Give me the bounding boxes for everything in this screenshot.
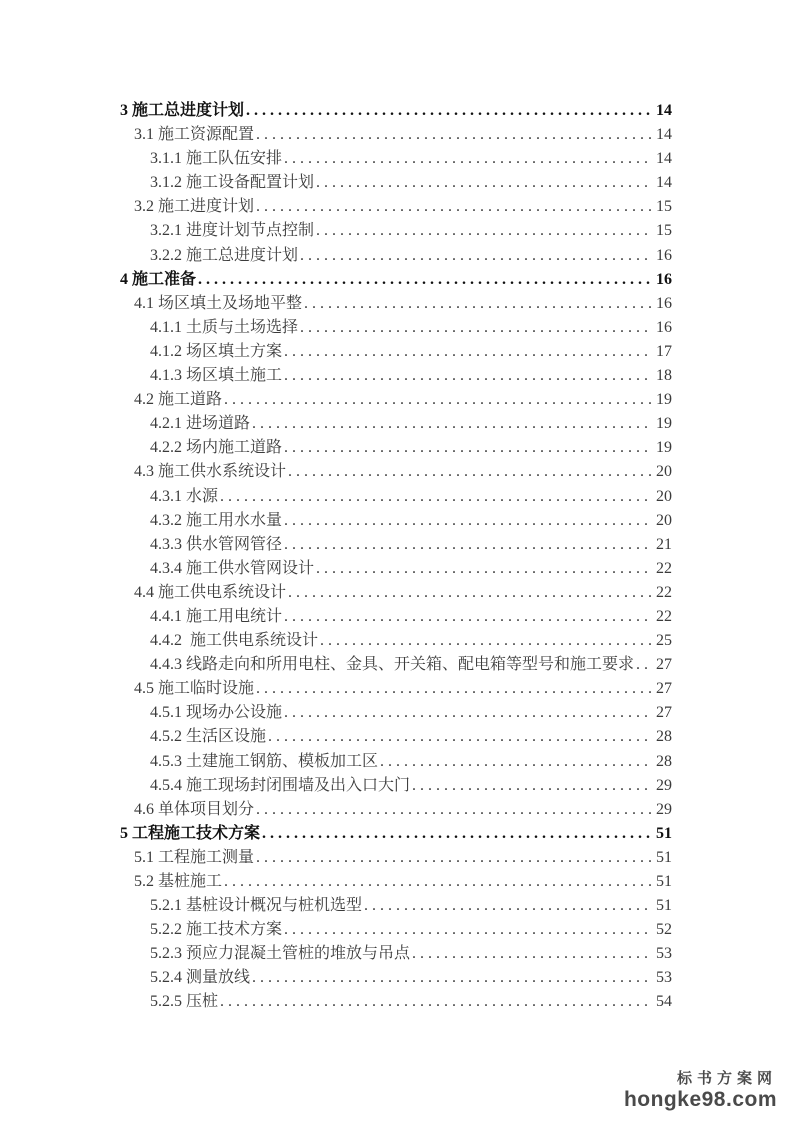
toc-entry [120, 412, 672, 436]
dot-leader-decoration [314, 171, 651, 195]
toc-entry [120, 533, 672, 557]
dot-leader-decoration [266, 725, 651, 749]
toc-entry-page-number: 15 [656, 198, 672, 216]
toc-entry [120, 171, 672, 195]
toc-entry-label: 4.5.3 土建施工钢筋、模板加工区 [150, 752, 379, 770]
toc-entry-page-number: 14 [656, 174, 672, 192]
toc-entry-page-number: 28 [656, 728, 672, 746]
toc-entry-page-number: 25 [656, 632, 672, 650]
toc-entry-label: 4.1 场区填土及场地平整 [134, 294, 303, 312]
toc-entry [120, 436, 672, 460]
toc-entry-page-number: 17 [656, 342, 672, 360]
toc-entry-label: 3.2.2 施工总进度计划 [150, 246, 299, 264]
dot-leader-decoration [282, 436, 651, 460]
toc-entry-label: 4.3 施工供水系统设计 [134, 463, 287, 481]
dot-leader-decoration [254, 195, 651, 219]
dot-leader-decoration [282, 605, 651, 629]
toc-entry-page-number: 29 [656, 800, 672, 818]
toc-entry-page-number: 19 [656, 439, 672, 457]
toc-entry-label: 5.2.5 压桩 [150, 993, 219, 1011]
toc-entry [120, 894, 672, 918]
toc-entry [120, 653, 672, 677]
toc-entry-label: 4.4.1 施工用电统计 [150, 607, 283, 625]
dot-leader-decoration [302, 292, 651, 316]
toc-entry-label: 4.4 施工供电系统设计 [134, 583, 287, 601]
toc-entry-page-number: 16 [656, 270, 672, 288]
dot-leader-decoration [378, 750, 651, 774]
toc-entry-page-number: 19 [656, 391, 672, 409]
dot-leader-decoration [410, 942, 651, 966]
dot-leader-decoration [282, 533, 651, 557]
toc-entry-label: 3.2 施工进度计划 [134, 198, 255, 216]
toc-entry-page-number: 51 [656, 873, 672, 890]
dot-leader-decoration [254, 677, 651, 701]
watermark-site-name: 标书方案网 [676, 1070, 777, 1087]
toc-entry-label: 5.2.2 施工技术方案 [150, 921, 283, 939]
toc-entry-label: 5.2.4 测量放线 [150, 969, 251, 987]
toc-entry-label: 4.3.2 施工用水水量 [150, 511, 283, 529]
toc-entry [120, 460, 672, 484]
toc-entry-label: 4 施工准备 [120, 270, 197, 288]
toc-entry [120, 677, 672, 701]
toc-entry-page-number: 18 [656, 367, 672, 385]
toc-entry [120, 918, 672, 942]
toc-entry-page-number: 14 [656, 102, 672, 119]
dot-leader-decoration [244, 99, 651, 123]
toc-entry-label: 4.5.2 生活区设施 [150, 728, 267, 746]
toc-entry-label: 5 工程施工技术方案 [120, 824, 261, 842]
toc-entry [120, 725, 672, 749]
dot-leader-decoration [298, 244, 651, 268]
dot-leader-decoration [218, 485, 651, 509]
toc-entry-label: 4.5.1 现场办公设施 [150, 704, 283, 722]
dot-leader-decoration [314, 557, 651, 581]
toc-entry-page-number: 16 [656, 318, 672, 336]
toc-entry [120, 485, 672, 509]
toc-entry [120, 219, 672, 243]
dot-leader-decoration [254, 846, 651, 870]
toc-entry [120, 268, 672, 292]
toc-entry-label: 3.1 施工资源配置 [134, 126, 255, 144]
dot-leader-decoration [196, 268, 651, 292]
toc-entry-label: 5.2 基桩施工 [134, 873, 223, 890]
toc-entry [120, 147, 672, 171]
toc-entry-page-number: 27 [656, 680, 672, 698]
dot-leader-decoration [282, 701, 651, 725]
toc-entry-label: 4.1.1 土质与土场选择 [150, 318, 299, 336]
toc-entry-label: 5.2.3 预应力混凝土管桩的堆放与吊点 [150, 945, 411, 963]
toc-entry [120, 966, 672, 990]
toc-entry-page-number: 51 [656, 824, 672, 842]
toc-entry [120, 557, 672, 581]
toc-entry-page-number: 53 [656, 945, 672, 963]
toc-entry-label: 4.3.1 水源 [150, 487, 219, 505]
dot-leader-decoration [286, 581, 651, 605]
dot-leader-decoration [218, 990, 651, 1014]
watermark-domain: hongke98.com [623, 1088, 777, 1111]
toc-entry-label: 4.3.4 施工供水管网设计 [150, 559, 315, 577]
table-of-contents [120, 99, 672, 1015]
dot-leader-decoration [282, 509, 651, 533]
toc-entry-page-number: 19 [656, 415, 672, 433]
toc-entry [120, 123, 672, 147]
toc-entry [120, 990, 672, 1014]
dot-leader-decoration [282, 918, 651, 942]
toc-entry-label: 5.1 工程施工测量 [134, 848, 255, 866]
dot-leader-decoration [318, 629, 651, 653]
toc-entry-label: 5.2.1 基桩设计概况与桩机选型 [150, 897, 363, 915]
toc-entry-label: 4.2 施工道路 [134, 391, 223, 409]
toc-entry-label: 4.2.1 进场道路 [150, 415, 251, 433]
dot-leader-decoration [254, 798, 651, 822]
toc-entry-label: 3.2.1 进度计划节点控制 [150, 222, 315, 240]
toc-entry-page-number: 51 [656, 848, 672, 866]
dot-leader-decoration [282, 147, 651, 171]
toc-entry-label: 4.2.2 场内施工道路 [150, 439, 283, 457]
toc-entry-page-number: 22 [656, 559, 672, 577]
toc-entry [120, 870, 672, 894]
toc-entry [120, 605, 672, 629]
toc-entry [120, 340, 672, 364]
dot-leader-decoration [222, 870, 651, 894]
dot-leader-decoration [282, 340, 651, 364]
dot-leader-decoration [250, 412, 651, 436]
dot-leader-decoration [254, 123, 651, 147]
toc-entry-label: 4.1.2 场区填土方案 [150, 342, 283, 360]
toc-entry [120, 244, 672, 268]
toc-entry [120, 316, 672, 340]
toc-entry-label: 4.5.4 施工现场封闭围墙及出入口大门 [150, 776, 411, 794]
toc-entry-label: 4.4.3 线路走向和所用电柱、金具、开关箱、配电箱等型号和施工要求 [150, 656, 635, 674]
dot-leader-decoration [410, 774, 651, 798]
toc-entry [120, 364, 672, 388]
toc-entry-label: 4.6 单体项目划分 [134, 800, 255, 818]
toc-entry-page-number: 53 [656, 969, 672, 987]
toc-entry-label: 3.1.1 施工队伍安排 [150, 150, 283, 168]
toc-entry-page-number: 29 [656, 776, 672, 794]
dot-leader-decoration [222, 388, 651, 412]
toc-entry-label: 4.3.3 供水管网管径 [150, 535, 283, 553]
toc-entry [120, 798, 672, 822]
toc-entry [120, 629, 672, 653]
toc-entry-page-number: 28 [656, 752, 672, 770]
toc-entry [120, 509, 672, 533]
toc-entry-page-number: 14 [656, 150, 672, 168]
toc-entry [120, 822, 672, 846]
toc-entry [120, 292, 672, 316]
toc-entry [120, 581, 672, 605]
toc-entry [120, 195, 672, 219]
toc-entry [120, 750, 672, 774]
toc-entry-page-number: 16 [656, 294, 672, 312]
dot-leader-decoration [362, 894, 651, 918]
toc-entry-page-number: 20 [656, 487, 672, 505]
toc-entry-page-number: 14 [656, 126, 672, 144]
toc-entry [120, 388, 672, 412]
toc-entry-page-number: 51 [656, 897, 672, 915]
dot-leader-decoration [282, 364, 651, 388]
dot-leader-decoration [314, 219, 651, 243]
toc-entry [120, 942, 672, 966]
toc-entry-page-number: 54 [656, 993, 672, 1011]
toc-entry-label: 3.1.2 施工设备配置计划 [150, 174, 315, 192]
toc-entry-label: 4.1.3 场区填土施工 [150, 367, 283, 385]
dot-leader-decoration [634, 653, 651, 677]
dot-leader-decoration [298, 316, 651, 340]
toc-entry-page-number: 52 [656, 921, 672, 939]
dot-leader-decoration [250, 966, 651, 990]
watermark [624, 1070, 777, 1112]
toc-entry [120, 774, 672, 798]
toc-entry-page-number: 20 [656, 463, 672, 481]
toc-entry-page-number: 21 [656, 535, 672, 553]
toc-entry-label: 4.5 施工临时设施 [134, 680, 255, 698]
toc-entry-page-number: 22 [656, 607, 672, 625]
toc-entry-label: 4.4.2 施工供电系统设计 [150, 632, 319, 650]
toc-entry-page-number: 16 [656, 246, 672, 264]
toc-entry-page-number: 15 [656, 222, 672, 240]
toc-entry-label: 3 施工总进度计划 [120, 102, 245, 119]
toc-entry-page-number: 27 [656, 704, 672, 722]
toc-entry [120, 846, 672, 870]
toc-entry [120, 99, 672, 123]
dot-leader-decoration [260, 822, 651, 846]
toc-entry-page-number: 22 [656, 583, 672, 601]
toc-entry [120, 701, 672, 725]
toc-entry-page-number: 20 [656, 511, 672, 529]
dot-leader-decoration [286, 460, 651, 484]
toc-entry-page-number: 27 [656, 656, 672, 674]
